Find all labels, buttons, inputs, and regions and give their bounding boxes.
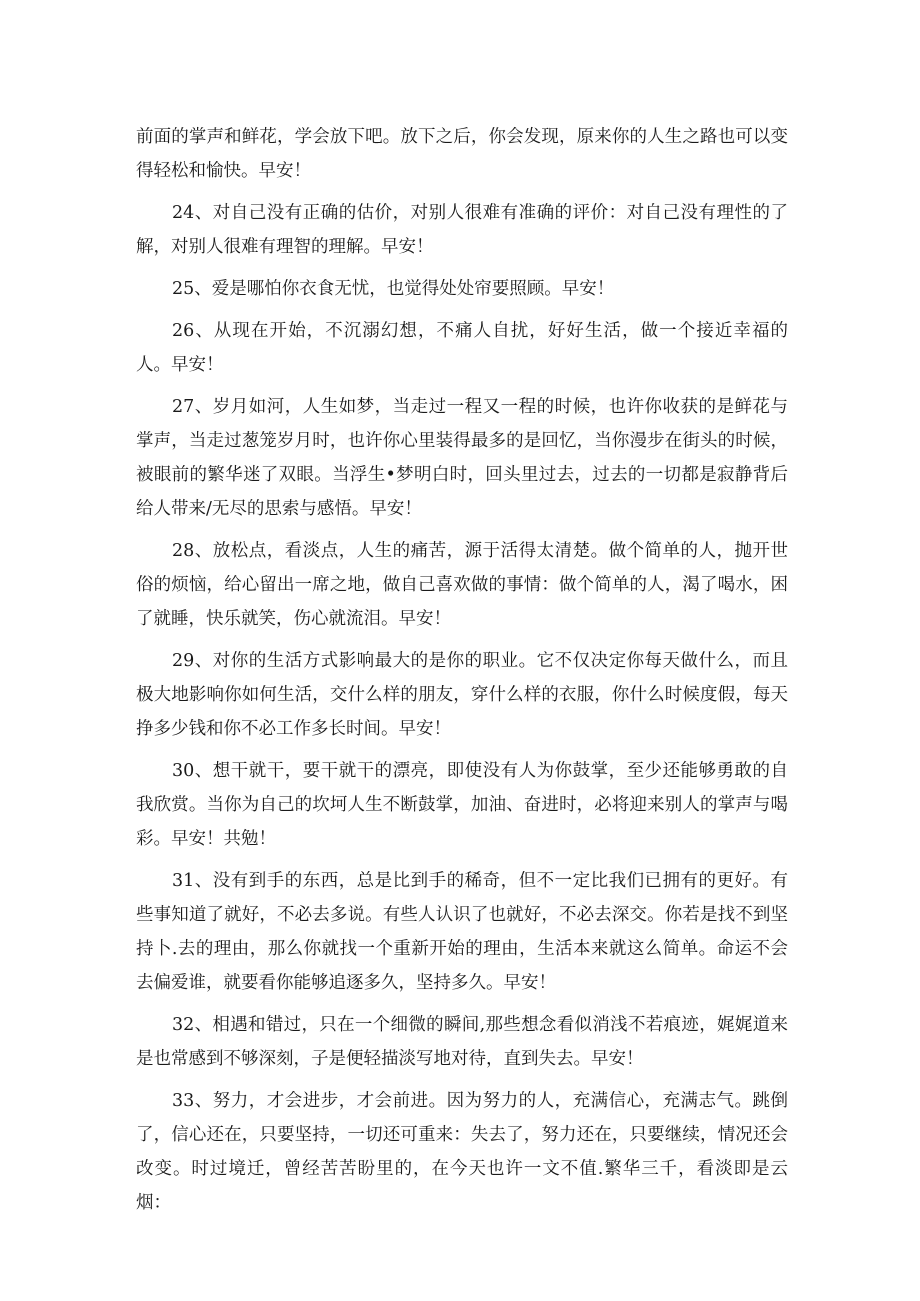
paragraph-31: 31、没有到手的东西，总是比到手的稀奇，但不一定比我们已拥有的更好。有些事知道了就好，不必去多说。有些人认识了也就好，不必去深交。你若是找不到坚持卜.去的理由，那么你就找一个重新开始的理由，生活本来就这么简单。命运不会去偏爱谁，就要看你能够追逐多久，坚持多久。早安！ — [136, 871, 788, 993]
paragraph-33: 33、努力，才会进步，才会前进。因为努力的人，充满信心，充满志气。跳倒了，信心还在，只要坚持，一切还可重来：失去了，努力还在，只要继续，情况还会改变。时过境迁，曾经苦苦盼里的，在今天也许一文不值.繁华三千，看淡即是云烟： — [136, 1091, 788, 1213]
paragraph-continuation: 前面的掌声和鲜花，学会放下吧。放下之后，你会发现，原来你的人生之路也可以变得轻松和愉快。早安！ — [136, 127, 788, 181]
paragraph-28: 28、放松点，看淡点，人生的痛苦，源于活得太清楚。做个简单的人，抛开世俗的烦恼，给心留出一席之地，做自己喜欢做的事情：做个简单的人，渴了喝水，困了就睡，快乐就笑，伤心就流泪。早安！ — [136, 541, 788, 629]
paragraph-24: 24、对自己没有正确的估价，对别人很难有准确的评价：对自己没有理性的了解，对别人很难有理智的理解。早安！ — [136, 203, 788, 257]
paragraph-30: 30、想干就干，要干就干的漂亮，即使没有人为你鼓掌，至少还能够勇敢的自我欣赏。当你为自己的坎坷人生不断鼓掌，加油、奋进时，必将迎来别人的掌声与喝彩。早安！共勉！ — [136, 761, 788, 849]
paragraph-32: 32、相遇和错过，只在一个细微的瞬间,那些想念看似消浅不若痕迹，娓娓道来是也常感到不够深刻，子是便轻描淡写地对待，直到失去。早安！ — [136, 1015, 788, 1069]
document-body — [136, 120, 788, 1228]
paragraph-25: 25、爱是哪怕你衣食无忧，也觉得处处帘要照顾。早安！ — [172, 279, 615, 299]
paragraph-29: 29、对你的生活方式影响最大的是你的职业。它不仅决定你每天做什么，而且极大地影响你如何生活，交什么样的朋友，穿什么样的衣服，你什么时候度假，每天挣多少钱和你不必工作多长时间。早安！ — [136, 651, 788, 739]
paragraph-27: 27、岁月如河，人生如梦，当走过一程又一程的时候，也许你收获的是鲜花与掌声，当走过葱笼岁月时，也许你心里装得最多的是回忆，当你漫步在街头的时候，被眼前的繁华迷了双眼。当浮生•梦明白时，回头里过去，过去的一切都是寂静背后给人带来/无尽的思索与感悟。早安！ — [136, 397, 788, 519]
paragraph-26: 26、从现在开始，不沉溺幻想，不痛人自扰，好好生活，做一个接近幸福的人。早安！ — [136, 321, 788, 375]
